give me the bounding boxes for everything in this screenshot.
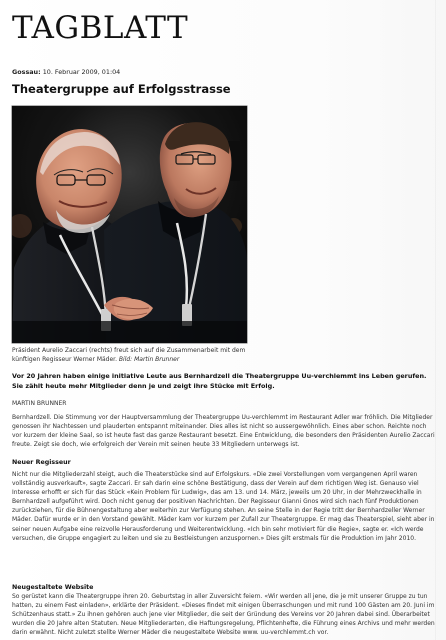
byline: MARTIN BRUNNER — [12, 400, 67, 407]
subhead-neugestaltete-website: Neugestaltete Website — [12, 584, 94, 591]
body-paragraph-3: So gerüstet kann die Theatergruppe ihren 20. Geburtstag in aller Zuversicht feiern. «Wir werden all jene, die je mit unserer Gruppe zu tun hatten, zu einem Fest einladen», erklärte der Präsident. «Dieses findet mit einigen Überraschungen und mit rund 100 Gästen am 20. Juni im Schützenhaus statt.» Zu ihnen gehören auch jene vier Mitglieder, die seit der Gründung des Vereins vor 20 Jahren dabei sind. Überarbeitet wurden die 20 Jahre alten Statuten. Neue Mitgliederarten, die Haftungsregelung, Pflichtenhefte, die Führung eines Archivs und mehr werden darin erwähnt. Nicht zuletzt stellte Werner Mäder die neugestaltete Website www. uu-verchlemmt.ch vor. — [12, 593, 435, 637]
body-paragraph-2: Nicht nur die Mitgliederzahl steigt, auch die Theaterstücke sind auf Erfolgskurs. «Die zwei Vorstellungen vom vergangenen April waren vollständig ausverkauft», sagte Zaccari. Er sah darin eine schöne Bestätigung, dass der Verein auf dem richtigen Weg ist. Genauso viel Interesse erhofft er sich für das Stück «Kein Problem für Ludwig», das am 13. und 14. März, jeweils um 20 Uhr, in der Mehrzweckhalle in Bernhardzell aufgeführt wird. Doch nicht genug der positiven Nachrichten. Der Regisseur Gianni Gnos wird sich nach fünf Produktionen zurückziehen, für die Bühnengestaltung aber weiterhin zur Verfügung stehen. An seine Stelle in der Regie tritt der Bernhardzeller Werner Mäder. Dafür wurde er in den Vorstand gewählt. Mäder kam vor kurzem per Zufall zur Theatergruppe. Er mag das Theaterspiel, sieht aber in seiner neuen Aufgabe eine reizvolle Herausforderung und Weiterentwicklung. «Ich bin sehr motiviert für die Regie», sagte er. «Ich werde versuchen, die Gruppe engagiert zu leiten und sie zu Bestleistungen anzuspornen.» Dies gilt erstmals für die Produktion im Jahr 2010. — [12, 471, 435, 542]
caption-text: Präsident Aurelio Zaccari (rechts) freut sich auf die Zusammenarbeit mit dem künftigen Regisseur Werner Mäder. — [12, 347, 246, 363]
article-headline: Theatergruppe auf Erfolgsstrasse — [12, 82, 231, 96]
article-photo — [12, 106, 247, 343]
masthead: TAGBLATT — [12, 10, 189, 46]
body-paragraph-1: Bernhardzell. Die Stimmung vor der Hauptversammlung der Theatergruppe Uu-verchlemmt im Restaurant Adler war fröhlich. Die Mitglieder genossen ihr Nachtessen und plauderten entspannt miteinander. Dies alles ist nicht so aussergewöhnlich. Eines aber schon. Reichte noch vor kurzem der kleine Saal, so ist heute fast das ganze Restaurant besetzt. Eine Entwicklung, die besonders den Präsidenten Aurelio Zaccari freute. Zeigt sie doch, wie erfolgreich der Verein mit seinen heute 33 Mitgliedern unterwegs ist. — [12, 414, 435, 449]
subhead-neuer-regisseur: Neuer Regisseur — [12, 459, 71, 466]
dateline — [12, 67, 252, 77]
article-lead: Vor 20 Jahren haben einige initiative Leute aus Bernhardzell die Theatergruppe Uu-verchlemmt ins Leben gerufen. Sie zählt heute mehr Mitglieder denn je und zeigt ihre Stücke mit Erfolg. — [12, 372, 427, 390]
dateline-place: Gossau: — [12, 68, 41, 76]
photo-credit: Bild: Martin Brunner — [118, 356, 180, 363]
handshake-image — [12, 106, 247, 343]
dateline-date: 10. Februar 2009, 01:04 — [42, 68, 121, 76]
photo-caption — [12, 346, 254, 368]
